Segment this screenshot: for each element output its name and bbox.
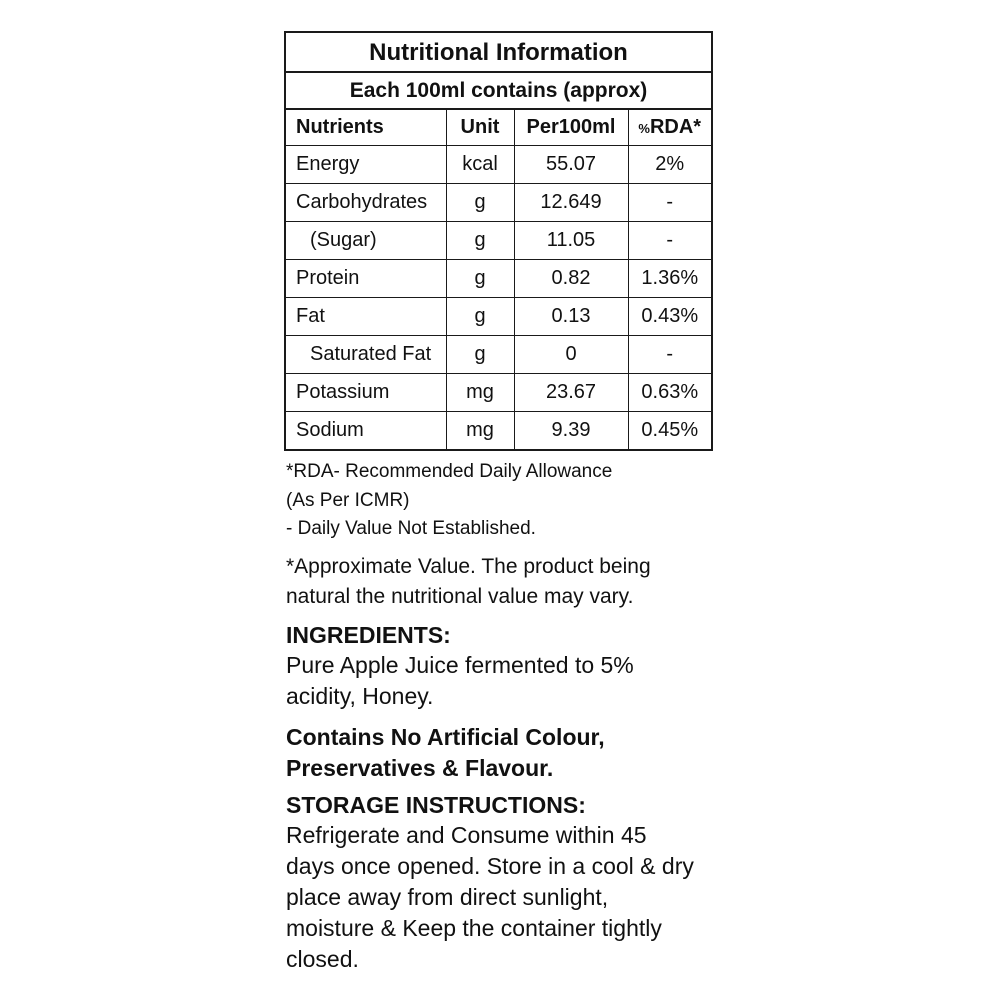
nutrient-unit: kcal — [446, 146, 514, 184]
header-nutrients: Nutrients — [286, 110, 446, 146]
nutrient-value: 0 — [514, 336, 628, 374]
nutrition-subtitle: Each 100ml contains (approx) — [286, 73, 711, 110]
nutrient-rda: 1.36% — [628, 260, 711, 298]
nutrient-name: Energy — [286, 146, 446, 184]
nutrient-value: 0.82 — [514, 260, 628, 298]
nutrient-unit: g — [446, 184, 514, 222]
nutrient-rda: 2% — [628, 146, 711, 184]
nutrient-name: Potassium — [286, 374, 446, 412]
contains-statement — [286, 722, 746, 784]
nutrient-rda: 0.63% — [628, 374, 711, 412]
contains-line: Contains No Artificial Colour, — [286, 723, 605, 750]
table-row — [286, 412, 711, 450]
nutrient-name: Sodium — [286, 412, 446, 450]
nutrient-rda: - — [628, 336, 711, 374]
nutrient-rda: - — [628, 184, 711, 222]
contains-line: Preservatives & Flavour. — [286, 754, 554, 781]
approximate-value-note — [286, 552, 746, 612]
approximate-note-line: natural the nutritional value may vary. — [286, 584, 634, 608]
nutrient-value: 11.05 — [514, 222, 628, 260]
nutrient-value: 9.39 — [514, 412, 628, 450]
rda-footnote: *RDA- Recommended Daily Allowance — [286, 461, 613, 482]
nutrient-value: 23.67 — [514, 374, 628, 412]
header-rda-percent: % — [638, 121, 650, 136]
label-text-block — [286, 458, 746, 975]
storage-line: days once opened. Store in a cool & dry — [286, 852, 694, 879]
nutrient-value: 12.649 — [514, 184, 628, 222]
nutrition-title: Nutritional Information — [286, 33, 711, 73]
nutrient-name: Fat — [286, 298, 446, 336]
nutrient-name: Carbohydrates — [286, 184, 446, 222]
header-per100ml: Per100ml — [514, 110, 628, 146]
table-row — [286, 146, 711, 184]
storage-text — [286, 820, 746, 975]
table-header-row — [286, 110, 711, 146]
ingredients-line: acidity, Honey. — [286, 682, 434, 709]
ingredients-text — [286, 650, 746, 712]
nutrient-unit: mg — [446, 374, 514, 412]
table-row — [286, 260, 711, 298]
storage-line: moisture & Keep the container tightly — [286, 914, 662, 941]
approximate-note-line: *Approximate Value. The product being — [286, 554, 651, 578]
nutrient-rda: - — [628, 222, 711, 260]
table-row — [286, 336, 711, 374]
nutrient-value: 0.13 — [514, 298, 628, 336]
storage-line: closed. — [286, 945, 359, 972]
nutrient-unit: g — [446, 260, 514, 298]
nutrient-unit: mg — [446, 412, 514, 450]
header-unit: Unit — [446, 110, 514, 146]
nutrient-unit: g — [446, 222, 514, 260]
storage-line: Refrigerate and Consume within 45 — [286, 821, 647, 848]
ingredients-line: Pure Apple Juice fermented to 5% — [286, 651, 634, 678]
nutrient-unit: g — [446, 336, 514, 374]
nutrition-table — [286, 110, 711, 449]
ingredients-heading: INGREDIENTS: — [286, 621, 451, 648]
nutrient-value: 55.07 — [514, 146, 628, 184]
nutrient-unit: g — [446, 298, 514, 336]
header-rda — [628, 110, 711, 146]
table-row — [286, 298, 711, 336]
nutrient-name: Saturated Fat — [286, 336, 446, 374]
table-row — [286, 222, 711, 260]
nutrient-rda: 0.45% — [628, 412, 711, 450]
nutrient-name: Protein — [286, 260, 446, 298]
storage-heading: STORAGE INSTRUCTIONS: — [286, 791, 586, 818]
table-row — [286, 374, 711, 412]
storage-line: place away from direct sunlight, — [286, 883, 609, 910]
rda-source-note: (As Per ICMR) — [286, 489, 410, 511]
nutrient-rda: 0.43% — [628, 298, 711, 336]
nutrition-facts-box — [284, 31, 713, 451]
nutrient-name: (Sugar) — [286, 222, 446, 260]
table-row — [286, 184, 711, 222]
daily-value-note: - Daily Value Not Established. — [286, 518, 536, 539]
header-rda-label: RDA* — [649, 116, 702, 138]
